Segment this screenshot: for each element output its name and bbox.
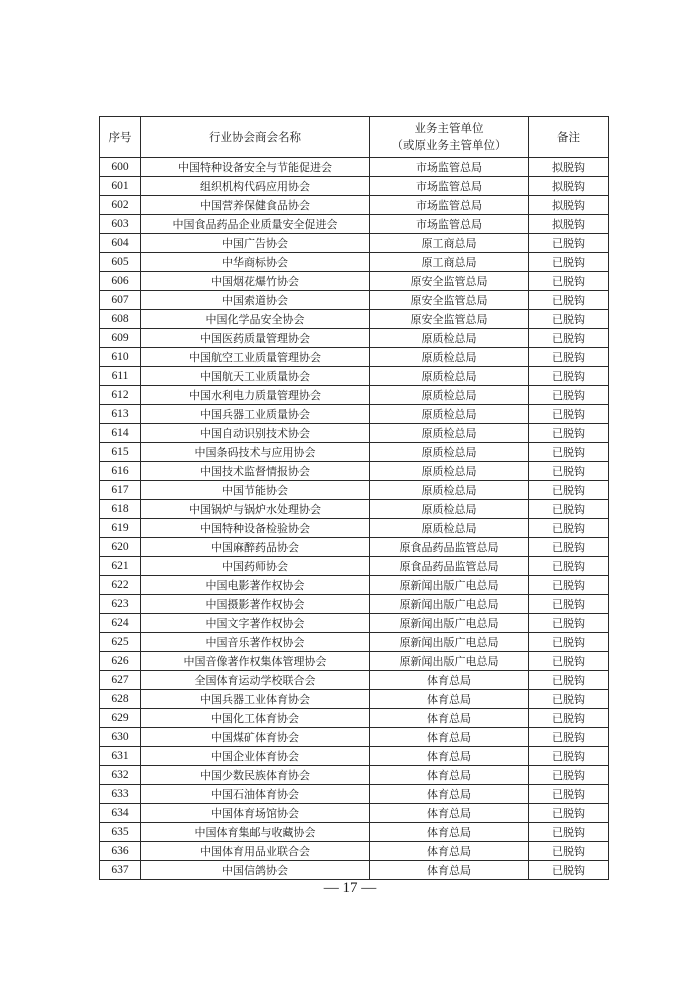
association-name: 中国体育场馆协会 <box>141 804 370 823</box>
association-name: 中国特种设备检验协会 <box>141 519 370 538</box>
page-number: — 17 — <box>323 880 377 896</box>
association-table <box>99 116 609 880</box>
supervising-unit: 体育总局 <box>370 823 529 842</box>
association-name: 中国兵器工业体育协会 <box>141 690 370 709</box>
row-number: 621 <box>100 557 141 576</box>
association-name: 中国体育用品业联合会 <box>141 842 370 861</box>
row-number: 636 <box>100 842 141 861</box>
status-note: 已脱钩 <box>529 462 609 481</box>
row-number: 610 <box>100 348 141 367</box>
status-note: 已脱钩 <box>529 690 609 709</box>
status-note: 已脱钩 <box>529 576 609 595</box>
row-number: 623 <box>100 595 141 614</box>
table-row <box>100 253 609 272</box>
table-row <box>100 690 609 709</box>
table-row <box>100 614 609 633</box>
table-row <box>100 310 609 329</box>
table-row <box>100 405 609 424</box>
status-note: 已脱钩 <box>529 424 609 443</box>
status-note: 已脱钩 <box>529 633 609 652</box>
status-note: 已脱钩 <box>529 614 609 633</box>
row-number: 607 <box>100 291 141 310</box>
status-note: 已脱钩 <box>529 595 609 614</box>
status-note: 已脱钩 <box>529 367 609 386</box>
row-number: 601 <box>100 177 141 196</box>
supervising-unit: 体育总局 <box>370 842 529 861</box>
header-note: 备注 <box>529 117 609 158</box>
supervising-unit: 原新闻出版广电总局 <box>370 614 529 633</box>
row-number: 637 <box>100 861 141 880</box>
association-name: 中国石油体育协会 <box>141 785 370 804</box>
header-row <box>100 117 609 158</box>
association-name: 中国营养保健食品协会 <box>141 196 370 215</box>
status-note: 已脱钩 <box>529 671 609 690</box>
status-note: 已脱钩 <box>529 557 609 576</box>
supervising-unit: 原质检总局 <box>370 348 529 367</box>
table-row <box>100 215 609 234</box>
supervising-unit: 原安全监管总局 <box>370 310 529 329</box>
row-number: 602 <box>100 196 141 215</box>
status-note: 已脱钩 <box>529 386 609 405</box>
association-name: 中国音乐著作权协会 <box>141 633 370 652</box>
table-body <box>100 158 609 880</box>
table-row <box>100 272 609 291</box>
supervising-unit: 原质检总局 <box>370 386 529 405</box>
row-number: 617 <box>100 481 141 500</box>
association-name: 中国航空工业质量管理协会 <box>141 348 370 367</box>
association-name: 中国食品药品企业质量安全促进会 <box>141 215 370 234</box>
status-note: 拟脱钩 <box>529 158 609 177</box>
row-number: 611 <box>100 367 141 386</box>
table-row <box>100 557 609 576</box>
status-note: 拟脱钩 <box>529 215 609 234</box>
row-number: 606 <box>100 272 141 291</box>
association-name: 中国化工体育协会 <box>141 709 370 728</box>
association-name: 中国摄影著作权协会 <box>141 595 370 614</box>
table-row <box>100 538 609 557</box>
status-note: 已脱钩 <box>529 310 609 329</box>
table-row <box>100 443 609 462</box>
supervising-unit: 市场监管总局 <box>370 177 529 196</box>
header-name: 行业协会商会名称 <box>141 117 370 158</box>
status-note: 已脱钩 <box>529 747 609 766</box>
association-name: 中国医药质量管理协会 <box>141 329 370 348</box>
supervising-unit: 体育总局 <box>370 766 529 785</box>
association-name: 组织机构代码应用协会 <box>141 177 370 196</box>
association-name: 中国烟花爆竹协会 <box>141 272 370 291</box>
supervising-unit: 市场监管总局 <box>370 196 529 215</box>
association-name: 中国索道协会 <box>141 291 370 310</box>
status-note: 已脱钩 <box>529 709 609 728</box>
row-number: 605 <box>100 253 141 272</box>
row-number: 626 <box>100 652 141 671</box>
row-number: 629 <box>100 709 141 728</box>
table-row <box>100 652 609 671</box>
association-name: 中国药师协会 <box>141 557 370 576</box>
supervising-unit: 体育总局 <box>370 709 529 728</box>
association-name: 中国兵器工业质量协会 <box>141 405 370 424</box>
supervising-unit: 原工商总局 <box>370 253 529 272</box>
row-number: 600 <box>100 158 141 177</box>
row-number: 631 <box>100 747 141 766</box>
association-name: 中国化学品安全协会 <box>141 310 370 329</box>
row-number: 603 <box>100 215 141 234</box>
header-seq: 序号 <box>100 117 141 158</box>
supervising-unit: 体育总局 <box>370 690 529 709</box>
row-number: 616 <box>100 462 141 481</box>
row-number: 604 <box>100 234 141 253</box>
association-name: 中国电影著作权协会 <box>141 576 370 595</box>
table-row <box>100 842 609 861</box>
status-note: 拟脱钩 <box>529 177 609 196</box>
supervising-unit: 体育总局 <box>370 861 529 880</box>
table-row <box>100 348 609 367</box>
table-row <box>100 861 609 880</box>
association-name: 中国锅炉与锅炉水处理协会 <box>141 500 370 519</box>
status-note: 已脱钩 <box>529 804 609 823</box>
status-note: 已脱钩 <box>529 766 609 785</box>
supervising-unit: 原安全监管总局 <box>370 291 529 310</box>
supervising-unit: 体育总局 <box>370 785 529 804</box>
status-note: 已脱钩 <box>529 291 609 310</box>
table-row <box>100 595 609 614</box>
association-name: 中国技术监督情报协会 <box>141 462 370 481</box>
header-unit-line2: （或原业务主管单位） <box>391 138 507 152</box>
supervising-unit: 体育总局 <box>370 728 529 747</box>
row-number: 618 <box>100 500 141 519</box>
table-row <box>100 329 609 348</box>
row-number: 635 <box>100 823 141 842</box>
supervising-unit: 原安全监管总局 <box>370 272 529 291</box>
status-note: 拟脱钩 <box>529 196 609 215</box>
supervising-unit: 原食品药品监管总局 <box>370 557 529 576</box>
table-row <box>100 424 609 443</box>
row-number: 627 <box>100 671 141 690</box>
supervising-unit: 市场监管总局 <box>370 215 529 234</box>
status-note: 已脱钩 <box>529 538 609 557</box>
status-note: 已脱钩 <box>529 253 609 272</box>
supervising-unit: 原新闻出版广电总局 <box>370 576 529 595</box>
supervising-unit: 原新闻出版广电总局 <box>370 595 529 614</box>
association-name: 中国体育集邮与收藏协会 <box>141 823 370 842</box>
status-note: 已脱钩 <box>529 329 609 348</box>
table-row <box>100 823 609 842</box>
table-row <box>100 177 609 196</box>
status-note: 已脱钩 <box>529 443 609 462</box>
table-row <box>100 766 609 785</box>
status-note: 已脱钩 <box>529 861 609 880</box>
table-row <box>100 576 609 595</box>
status-note: 已脱钩 <box>529 348 609 367</box>
supervising-unit: 原质检总局 <box>370 481 529 500</box>
association-name: 中国煤矿体育协会 <box>141 728 370 747</box>
table-row <box>100 291 609 310</box>
table-row <box>100 747 609 766</box>
row-number: 633 <box>100 785 141 804</box>
row-number: 628 <box>100 690 141 709</box>
status-note: 已脱钩 <box>529 842 609 861</box>
supervising-unit: 原质检总局 <box>370 367 529 386</box>
row-number: 612 <box>100 386 141 405</box>
row-number: 634 <box>100 804 141 823</box>
row-number: 622 <box>100 576 141 595</box>
table-row <box>100 519 609 538</box>
table-row <box>100 386 609 405</box>
supervising-unit: 原工商总局 <box>370 234 529 253</box>
table-row <box>100 462 609 481</box>
association-name: 中国条码技术与应用协会 <box>141 443 370 462</box>
supervising-unit: 原新闻出版广电总局 <box>370 633 529 652</box>
table-row <box>100 709 609 728</box>
table-row <box>100 804 609 823</box>
table-row <box>100 481 609 500</box>
row-number: 614 <box>100 424 141 443</box>
supervising-unit: 市场监管总局 <box>370 158 529 177</box>
supervising-unit: 原质检总局 <box>370 519 529 538</box>
supervising-unit: 原质检总局 <box>370 462 529 481</box>
table-row <box>100 367 609 386</box>
association-name: 中国麻醉药品协会 <box>141 538 370 557</box>
table-row <box>100 158 609 177</box>
status-note: 已脱钩 <box>529 500 609 519</box>
table-row <box>100 671 609 690</box>
association-name: 中国节能协会 <box>141 481 370 500</box>
association-name: 中国水利电力质量管理协会 <box>141 386 370 405</box>
supervising-unit: 原质检总局 <box>370 500 529 519</box>
table-header <box>100 117 609 158</box>
row-number: 632 <box>100 766 141 785</box>
association-name: 中国自动识别技术协会 <box>141 424 370 443</box>
table-row <box>100 633 609 652</box>
status-note: 已脱钩 <box>529 234 609 253</box>
supervising-unit: 体育总局 <box>370 747 529 766</box>
table-row <box>100 728 609 747</box>
supervising-unit: 原质检总局 <box>370 405 529 424</box>
association-name: 全国体育运动学校联合会 <box>141 671 370 690</box>
association-name: 中国信鸽协会 <box>141 861 370 880</box>
header-unit <box>370 117 529 158</box>
status-note: 已脱钩 <box>529 272 609 291</box>
association-name: 中国广告协会 <box>141 234 370 253</box>
row-number: 609 <box>100 329 141 348</box>
supervising-unit: 原质检总局 <box>370 329 529 348</box>
row-number: 630 <box>100 728 141 747</box>
header-unit-line1: 业务主管单位 <box>414 121 484 135</box>
association-name: 中国企业体育协会 <box>141 747 370 766</box>
association-name: 中国音像著作权集体管理协会 <box>141 652 370 671</box>
association-name: 中国少数民族体育协会 <box>141 766 370 785</box>
table-row <box>100 785 609 804</box>
supervising-unit: 体育总局 <box>370 804 529 823</box>
status-note: 已脱钩 <box>529 785 609 804</box>
status-note: 已脱钩 <box>529 652 609 671</box>
association-name: 中国航天工业质量协会 <box>141 367 370 386</box>
status-note: 已脱钩 <box>529 481 609 500</box>
table-row <box>100 196 609 215</box>
row-number: 624 <box>100 614 141 633</box>
association-name: 中国文字著作权协会 <box>141 614 370 633</box>
status-note: 已脱钩 <box>529 823 609 842</box>
table-row <box>100 234 609 253</box>
row-number: 619 <box>100 519 141 538</box>
status-note: 已脱钩 <box>529 519 609 538</box>
row-number: 615 <box>100 443 141 462</box>
row-number: 613 <box>100 405 141 424</box>
supervising-unit: 原质检总局 <box>370 443 529 462</box>
supervising-unit: 原食品药品监管总局 <box>370 538 529 557</box>
table-row <box>100 500 609 519</box>
status-note: 已脱钩 <box>529 728 609 747</box>
row-number: 625 <box>100 633 141 652</box>
association-name: 中国特种设备安全与节能促进会 <box>141 158 370 177</box>
supervising-unit: 体育总局 <box>370 671 529 690</box>
supervising-unit: 原新闻出版广电总局 <box>370 652 529 671</box>
row-number: 608 <box>100 310 141 329</box>
association-name: 中华商标协会 <box>141 253 370 272</box>
row-number: 620 <box>100 538 141 557</box>
supervising-unit: 原质检总局 <box>370 424 529 443</box>
status-note: 已脱钩 <box>529 405 609 424</box>
